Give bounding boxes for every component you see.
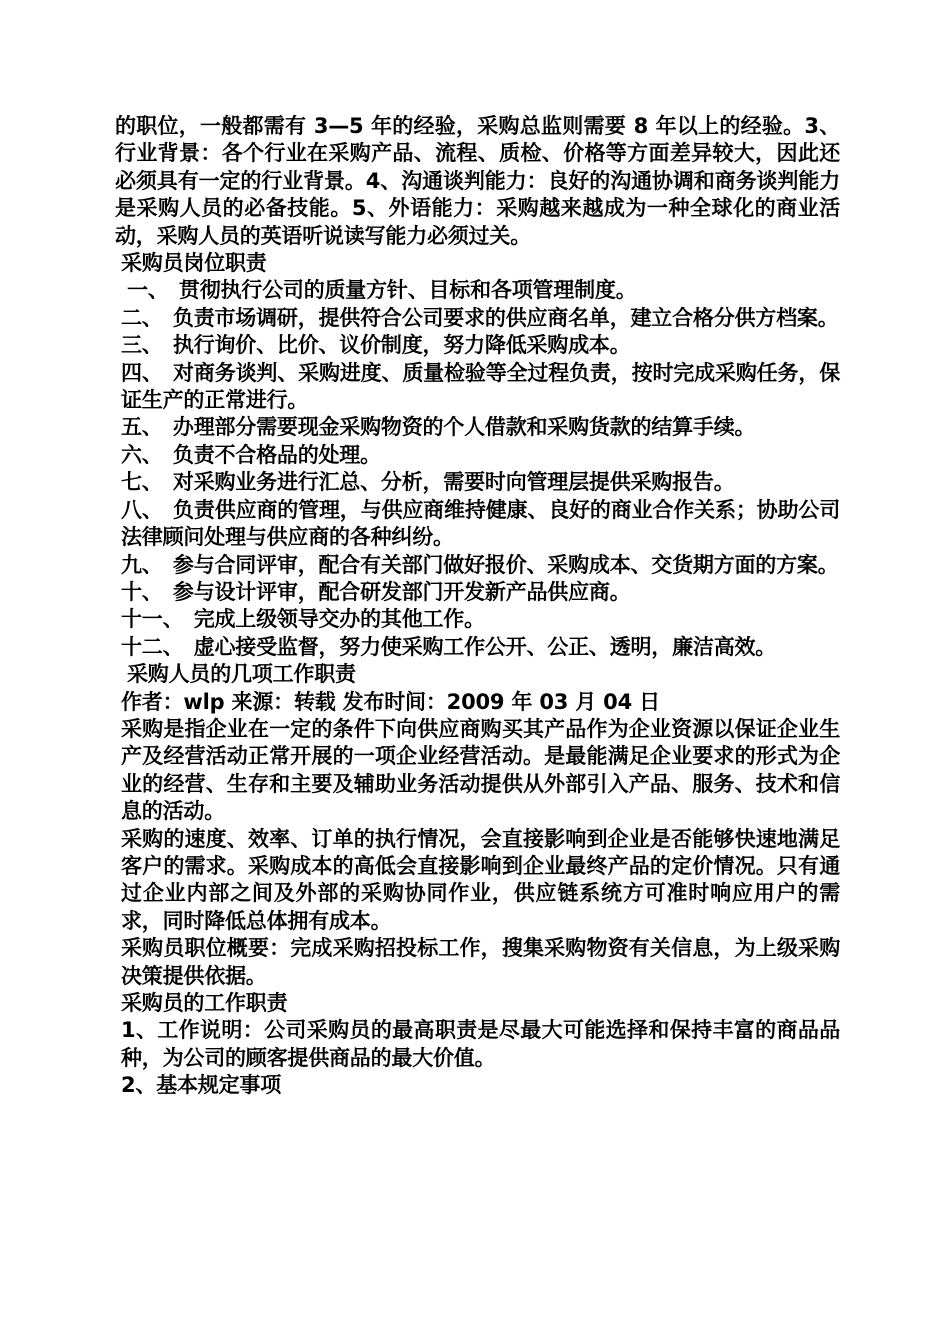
paragraph-basic-rules: 2、基本规定事项 [121,1073,282,1098]
heading-buyer-duties: 采购员岗位职责 [121,251,267,276]
duty-item-3: 三、 执行询价、比价、议价制度，努力降低采购成本。 [121,333,631,358]
paragraph-intro: 的职位，一般都需有 3—5 年的经验，采购总监则需要 8 年以上的经验。3、行业背景：各个行业在采购产品、流程、质检、价格等方面差异较大，因此还必须具有一定的行业背景。4、沟通谈判能力：良好的沟通协调和商务谈判能力是采购人员的必备技能。5、外语能力：采购越来越成为一种全球化的商业活动，采购人员的英语听说读写能力必须过关。 [115,114,840,248]
duty-item-7: 七、 对采购业务进行汇总、分析，需要时向管理层提供采购报告。 [121,470,735,495]
heading-buyer-work-duties: 采购员的工作职责 [121,991,288,1015]
duty-item-10: 十、 参与设计评审，配合研发部门开发新产品供应商。 [121,579,631,604]
heading-purchasing-staff-duties: 采购人员的几项工作职责 [127,662,356,687]
paragraph-position-summary: 采购员职位概要：完成采购招投标工作，搜集采购物资有关信息，为上级采购决策提供依据。 [121,936,840,988]
duty-item-9: 九、 参与合同评审，配合有关部门做好报价、采购成本、交货期方面的方案。 [121,552,839,577]
duty-item-1: 一、 贯彻执行公司的质量方针、目标和各项管理制度。 [127,278,637,303]
duty-item-11: 十一、 完成上级领导交办的其他工作。 [121,607,485,632]
duty-item-8: 八、 负责供应商的管理，与供应商维持健康、良好的商业合作关系；协助公司法律顾问处理与供应商的各种纠纷。 [121,497,840,550]
paragraph-purchasing-definition: 采购是指企业在一定的条件下向供应商购买其产品作为企业资源以保证企业生产及经营活动正常开展的一项企业经营活动。是最能满足企业要求的形式为企业的经营、生存和主要及辅助业务活动提供从外部引入产品、服务、技术和信息的活动。 [121,716,840,824]
article-byline: 作者：wlp 来源：转载 发布时间：2009 年 03 月 04 日 [121,689,660,714]
duty-item-5: 五、 办理部分需要现金采购物资的个人借款和采购货款的结算手续。 [121,415,756,440]
paragraph-work-description: 1、工作说明：公司采购员的最高职责是尽最大可能选择和保持丰富的商品品种，为公司的顾客提供商品的最大价值。 [121,1018,840,1070]
duty-item-6: 六、 负责不合格品的处理。 [121,442,381,467]
document-body [115,113,840,1100]
duty-item-4: 四、 对商务谈判、采购进度、质量检验等全过程负责，按时完成采购任务，保证生产的正常进行。 [121,360,840,413]
duty-item-12: 十二、 虚心接受监督，努力使采购工作公开、公正、透明，廉洁高效。 [121,634,777,659]
paragraph-purchasing-impact: 采购的速度、效率、订单的执行情况，会直接影响到企业是否能够快速地满足客户的需求。采购成本的高低会直接影响到企业最终产品的定价情况。只有通过企业内部之间及外部的采购协同作业，供应链系统方可准时响应用户的需求，同时降低总体拥有成本。 [121,826,840,933]
duty-item-2: 二、 负责市场调研，提供符合公司要求的供应商名单，建立合格分供方档案。 [121,305,839,330]
